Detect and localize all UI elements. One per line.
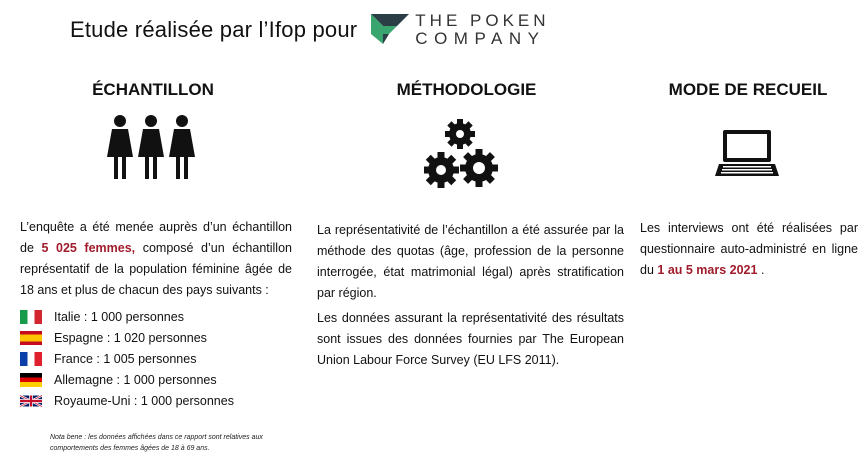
italy-flag-icon <box>20 310 42 324</box>
uk-flag-icon <box>20 394 42 408</box>
mode-highlight: 1 au 5 mars 2021 <box>657 263 758 277</box>
list-item <box>20 306 292 327</box>
country-label: France : 1 005 personnes <box>54 351 197 366</box>
methodologie-column <box>317 80 624 371</box>
echantillon-title: ÉCHANTILLON <box>92 80 214 99</box>
mode-title: MODE DE RECUEIL <box>668 80 828 99</box>
methodologie-para-1: La représentativité de l’échantillon a été assurée par la méthode des quotas (âge, profession de la personne interrogée, état matrimonial légal) après stratification par région. <box>317 223 624 300</box>
poken-logo-icon <box>369 10 411 50</box>
spain-flag-icon <box>20 331 42 345</box>
nota-bene: Nota bene : les données affichées dans ce rapport sont relatives aux comportements des femmes âgées de 18 à 69 ans. <box>50 434 263 452</box>
logo-text <box>415 12 549 48</box>
three-women-icon <box>10 114 292 184</box>
methodologie-title: MÉTHODOLOGIE <box>396 80 537 99</box>
list-item <box>20 348 292 369</box>
mode-text-2: . <box>757 263 765 277</box>
logo-line-1: THE POKEN <box>415 11 550 30</box>
mode-text <box>640 218 858 281</box>
header <box>70 10 550 50</box>
germany-flag-icon <box>20 373 42 387</box>
list-item <box>20 390 292 411</box>
laptop-icon <box>636 128 858 184</box>
echantillon-text-2: composé d’un échantillon représentatif de la population féminine âgée de 18 ans et plus de chacun des pays suivants : <box>20 241 292 297</box>
france-flag-icon <box>20 352 42 366</box>
country-label: Royaume-Uni : 1 000 personnes <box>54 393 234 408</box>
country-list <box>20 306 292 411</box>
mode-column <box>640 80 858 281</box>
country-label: Allemagne : 1 000 personnes <box>54 372 217 387</box>
country-label: Espagne : 1 020 personnes <box>54 330 207 345</box>
list-item <box>20 369 292 390</box>
echantillon-column <box>20 80 292 411</box>
echantillon-text <box>20 217 292 301</box>
list-item <box>20 327 292 348</box>
logo-line-2: COMPANY <box>415 29 546 48</box>
gears-icon <box>303 118 624 190</box>
methodologie-para-2: Les données assurant la représentativité des résultats sont issues des données fournies par The European Union Labour Force Survey (EU LFS 2011). <box>317 311 624 367</box>
header-title: Etude réalisée par l’Ifop pour <box>70 17 358 42</box>
echantillon-highlight: 5 025 femmes, <box>41 241 136 255</box>
poken-logo <box>369 10 549 50</box>
mode-text-1: Les interviews ont été réalisées par questionnaire auto-administré en ligne du <box>640 221 858 277</box>
country-label: Italie : 1 000 personnes <box>54 309 184 324</box>
echantillon-text-1: L’enquête a été menée auprès d’un échantillon de <box>20 220 292 255</box>
